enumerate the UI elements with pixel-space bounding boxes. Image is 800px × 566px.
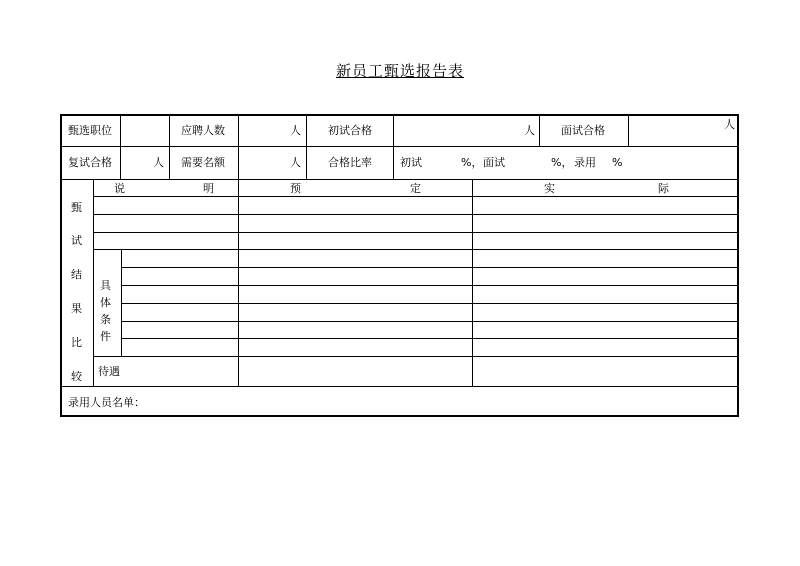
col-actual-char-1: 实 xyxy=(544,182,555,195)
conditions-label-char-1: 具 xyxy=(100,279,111,292)
initial-pass-unit: 人 xyxy=(524,124,535,137)
col-divider xyxy=(121,249,122,356)
grid-line xyxy=(121,303,737,304)
needed-label: 需要名额 xyxy=(181,156,225,169)
col-divider xyxy=(238,179,239,386)
grid-line xyxy=(93,196,737,197)
grid-line xyxy=(121,321,737,322)
row-divider xyxy=(62,386,737,387)
hired-list-label: 录用人员名单： xyxy=(68,396,145,409)
col-divider xyxy=(120,116,121,179)
conditions-label-char-4: 件 xyxy=(100,330,111,343)
col-divider xyxy=(472,179,473,386)
grid-line xyxy=(93,249,737,250)
col-desc-char-2: 明 xyxy=(203,182,214,195)
side-label-char-6: 较 xyxy=(71,370,82,383)
needed-unit: 人 xyxy=(290,156,301,169)
ratio-interview-label: 面试 xyxy=(483,156,505,169)
treatment-label: 待遇 xyxy=(98,365,120,378)
initial-pass-label: 初试合格 xyxy=(328,124,372,137)
ratio-initial-label: 初试 xyxy=(400,156,422,169)
applicants-label: 应聘人数 xyxy=(181,124,225,137)
interview-pass-label: 面试合格 xyxy=(561,124,605,137)
grid-line xyxy=(121,267,737,268)
col-planned-char-1: 预 xyxy=(290,182,301,195)
grid-line xyxy=(121,338,737,339)
selection-report-form xyxy=(60,114,739,417)
ratio-hire-label: 录用 xyxy=(574,156,596,169)
grid-line xyxy=(93,214,737,215)
col-divider xyxy=(238,116,239,179)
col-divider xyxy=(306,116,307,179)
page-title: 新员工甄选报告表 xyxy=(335,62,464,80)
col-planned-char-2: 定 xyxy=(410,182,421,195)
ratio-hire-pct: % xyxy=(612,156,623,169)
col-desc-char-1: 说 xyxy=(114,182,125,195)
grid-line xyxy=(93,232,737,233)
side-label-char-4: 果 xyxy=(71,302,82,315)
ratio-initial-pct: %， xyxy=(461,156,483,169)
interview-pass-unit: 人 xyxy=(724,118,735,131)
side-label-char-5: 比 xyxy=(71,336,82,349)
side-label-char-1: 甄 xyxy=(71,201,82,214)
position-label: 甄选职位 xyxy=(68,124,112,137)
col-actual-char-2: 际 xyxy=(658,182,669,195)
col-divider xyxy=(169,116,170,179)
col-divider xyxy=(93,179,94,386)
row-divider xyxy=(62,146,737,147)
grid-line xyxy=(121,285,737,286)
ratio-interview-pct: %， xyxy=(551,156,573,169)
col-divider xyxy=(393,116,394,179)
col-divider xyxy=(539,116,540,146)
side-label-char-3: 结 xyxy=(71,268,82,281)
retest-pass-unit: 人 xyxy=(153,156,164,169)
conditions-label-char-3: 条 xyxy=(100,313,111,326)
row-divider xyxy=(62,179,737,180)
retest-pass-label: 复试合格 xyxy=(68,156,112,169)
pass-ratio-label: 合格比率 xyxy=(328,156,372,169)
side-label-char-2: 试 xyxy=(71,234,82,247)
col-divider xyxy=(628,116,629,146)
conditions-label-char-2: 体 xyxy=(100,296,111,309)
grid-line xyxy=(93,356,737,357)
applicants-unit: 人 xyxy=(290,124,301,137)
